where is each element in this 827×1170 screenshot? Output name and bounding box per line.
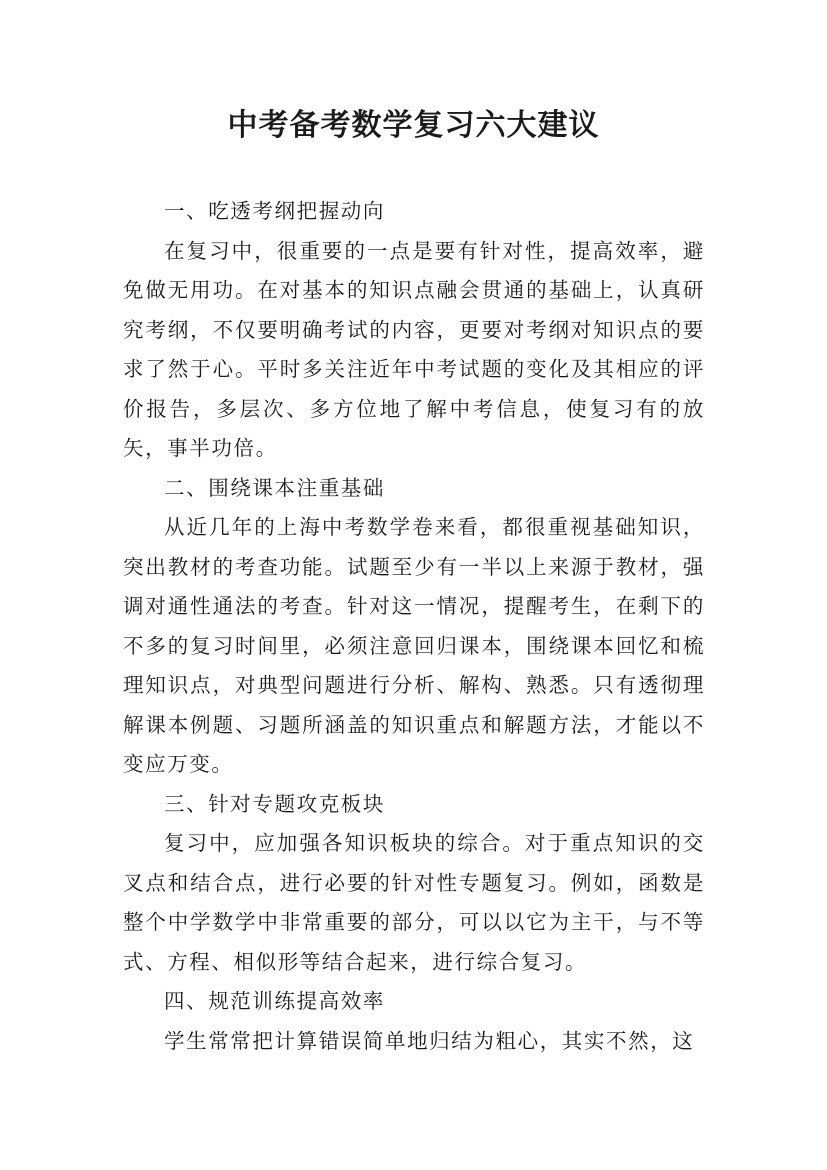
section-heading-1: 一、吃透考纲把握动向: [164, 199, 385, 223]
section-paragraph-4: 学生常常把计算错误简单地归结为粗心，其实不然，这: [164, 1028, 695, 1053]
section-paragraph-3: 复习中，应加强各知识板块的综合。对于重点知识的交叉点和结合点，进行必要的针对性专题复习。例如，函数是整个中学数学中非常重要的部分，可以以它为主干，与不等式、方程、相似形等结合起来，进行综合复习。: [123, 831, 705, 974]
section-paragraph-1: 在复习中，很重要的一点是要有针对性，提高效率，避免做无用功。在对基本的知识点融会贯通的基础上，认真研究考纲，不仅要明确考试的内容，更要对考纲对知识点的要求了然于心。平时多关注近年中考试题的变化及其相应的评价报告，多层次、多方位地了解中考信息，使复习有的放矢，事半功倍。: [123, 238, 705, 460]
document-title: 中考备考数学复习六大建议: [227, 108, 600, 143]
section-heading-4: 四、规范训练提高效率: [164, 989, 385, 1013]
section-heading-3: 三、针对专题攻克板块: [164, 791, 385, 816]
document-body: [123, 192, 705, 1061]
section-paragraph-2: 从近几年的上海中考数学卷来看，都很重视基础知识，突出教材的考查功能。试题至少有一半以上来源于教材，强调对通性通法的考查。针对这一情况，提醒考生，在剩下的不多的复习时间里，必须注意回归课本，围绕课本回忆和梳理知识点，对典型问题进行分析、解构、熟悉。只有透彻理解课本例题、习题所涵盖的知识重点和解题方法，才能以不变应万变。: [123, 515, 705, 776]
section-heading-2: 二、围绕课本注重基础: [164, 475, 385, 500]
